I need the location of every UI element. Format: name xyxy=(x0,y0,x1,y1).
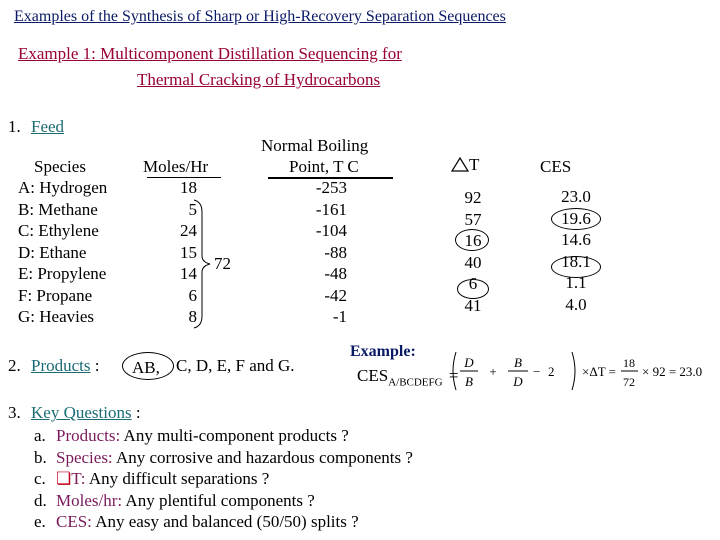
ces-cell: 4.0 xyxy=(565,294,587,314)
formula-times-dt: ×ΔT = xyxy=(582,364,616,379)
example-label: Example: xyxy=(350,343,416,360)
circle-ces-18-1 xyxy=(551,256,601,278)
products-heading xyxy=(8,356,99,376)
formula-tail: × 92 = 23.0 xyxy=(642,364,703,379)
delta-t-cell: 6 xyxy=(468,274,478,293)
ces-header: CES xyxy=(540,157,572,176)
kq-text: Any easy and balanced (50/50) splits ? xyxy=(91,512,359,531)
ces-cell: 23.0 xyxy=(561,187,591,206)
species-column xyxy=(18,177,107,328)
formula-D2: D xyxy=(513,374,523,389)
kq-letter: e. xyxy=(34,512,46,531)
kq-text: Any difficult separations ? xyxy=(85,469,270,488)
delta-t-cell: 41 xyxy=(464,295,482,315)
example-heading-line2: Thermal Cracking of Hydrocarbons xyxy=(137,70,381,89)
moles-cell: 5 xyxy=(188,199,197,219)
ces-cell: 19.6 xyxy=(561,208,591,228)
kq-letter: b. xyxy=(34,447,47,467)
formula-D1: D xyxy=(464,355,474,370)
species-cell: F: Propane xyxy=(18,285,93,305)
moles-cell: 6 xyxy=(188,285,197,305)
kq-topic: CES: xyxy=(56,512,92,531)
circle-dt-16 xyxy=(455,229,489,251)
delta-t-cell: 40 xyxy=(464,252,482,272)
moles-cell: 24 xyxy=(180,221,197,240)
ces-expression xyxy=(357,366,458,388)
moles-cell: 18 xyxy=(180,178,197,197)
species-cell: A: Hydrogen xyxy=(18,178,108,197)
products-label: Products xyxy=(31,356,91,375)
species-cell: E: Propylene xyxy=(18,264,107,283)
products-colon: : xyxy=(94,356,100,375)
kq-text: Any multi-component products ? xyxy=(120,426,349,445)
kq-topic: Species: xyxy=(56,447,113,467)
formula-B2: B xyxy=(514,355,522,370)
key-question-item xyxy=(34,490,413,512)
products-circled-ab: AB, xyxy=(132,358,160,377)
bp-cell: -48 xyxy=(324,264,347,283)
key-questions-heading xyxy=(8,403,141,423)
delta-t-cell: 92 xyxy=(464,188,482,207)
ces-column xyxy=(548,186,604,315)
bp-column xyxy=(295,177,347,328)
species-header: Species xyxy=(34,157,86,176)
delta-icon xyxy=(451,156,469,172)
formula-B1: B xyxy=(465,374,473,389)
ces-cell: 18.1 xyxy=(561,251,591,271)
kq-letter: d. xyxy=(34,490,47,510)
circle-dt-6 xyxy=(457,279,489,299)
bp-cell: -1 xyxy=(332,307,347,326)
moles-cell: 8 xyxy=(188,307,197,326)
page-title: Examples of the Synthesis of Sharp or High-Recovery Separation Sequences xyxy=(14,8,506,25)
key-question-item xyxy=(34,511,413,533)
ces-cell: 14.6 xyxy=(561,230,591,249)
kq-label: Key Questions xyxy=(31,403,132,422)
formula-den: 72 xyxy=(623,375,635,389)
bp-cell: -104 xyxy=(315,221,347,240)
moles-bracket-total: 72 xyxy=(214,254,231,273)
bp-cell: -42 xyxy=(324,285,347,305)
kq-text: Any corrosive and hazardous components ? xyxy=(112,447,413,467)
delta-t-header xyxy=(451,155,479,175)
kq-number: 3. xyxy=(8,403,21,422)
delta-box-icon: ❏ xyxy=(56,469,72,488)
formula-num: 18 xyxy=(623,356,635,370)
kq-colon: : xyxy=(135,403,141,422)
bp-header-line1: Normal Boiling xyxy=(261,136,369,155)
moles-cell: 15 xyxy=(180,242,197,262)
delta-t-label: T xyxy=(469,155,480,174)
ces-subscript: A/BCDEFG xyxy=(388,376,443,389)
circle-ces-19-6 xyxy=(551,208,601,230)
circle-ab xyxy=(122,352,174,380)
feed-number: 1. xyxy=(8,117,21,136)
moles-header: Moles/Hr xyxy=(143,157,209,176)
ces-equals: = xyxy=(448,366,459,385)
kq-topic: Moles/hr: xyxy=(56,490,123,510)
moles-cell: 14 xyxy=(180,264,197,283)
ces-formula xyxy=(448,346,718,396)
delta-t-cell: 57 xyxy=(464,209,482,229)
kq-text: Any plentiful components ? xyxy=(122,490,315,510)
kq-topic: Products: xyxy=(56,426,121,445)
formula-minus: − xyxy=(533,364,541,379)
species-cell: B: Methane xyxy=(18,199,98,219)
bp-header-line2: Point, T C xyxy=(289,157,359,176)
species-cell: C: Ethylene xyxy=(18,221,99,240)
feed-label: Feed xyxy=(31,117,65,136)
delta-t-cell: 16 xyxy=(464,231,482,250)
bp-cell: -161 xyxy=(315,199,347,219)
species-cell: D: Ethane xyxy=(18,242,87,262)
products-number: 2. xyxy=(8,356,21,375)
bp-cell: -88 xyxy=(324,242,347,262)
example-heading-line1: Example 1: Multicomponent Distillation Sequencing for xyxy=(18,44,402,63)
formula-two: 2 xyxy=(548,364,555,379)
ces-lhs: CES xyxy=(357,366,389,385)
key-questions-list xyxy=(34,425,413,533)
kq-topic: T: xyxy=(71,469,86,488)
key-question-item xyxy=(34,447,413,469)
feed-heading xyxy=(8,117,64,137)
species-cell: G: Heavies xyxy=(18,307,95,326)
kq-letter: a. xyxy=(34,426,46,445)
ces-cell: 1.1 xyxy=(565,273,587,292)
bp-cell: -253 xyxy=(315,178,347,197)
key-question-item xyxy=(34,468,413,490)
formula-plus: + xyxy=(489,364,497,379)
key-question-item xyxy=(34,425,413,447)
kq-letter: c. xyxy=(34,469,46,488)
products-rest: C, D, E, F and G. xyxy=(176,356,295,375)
